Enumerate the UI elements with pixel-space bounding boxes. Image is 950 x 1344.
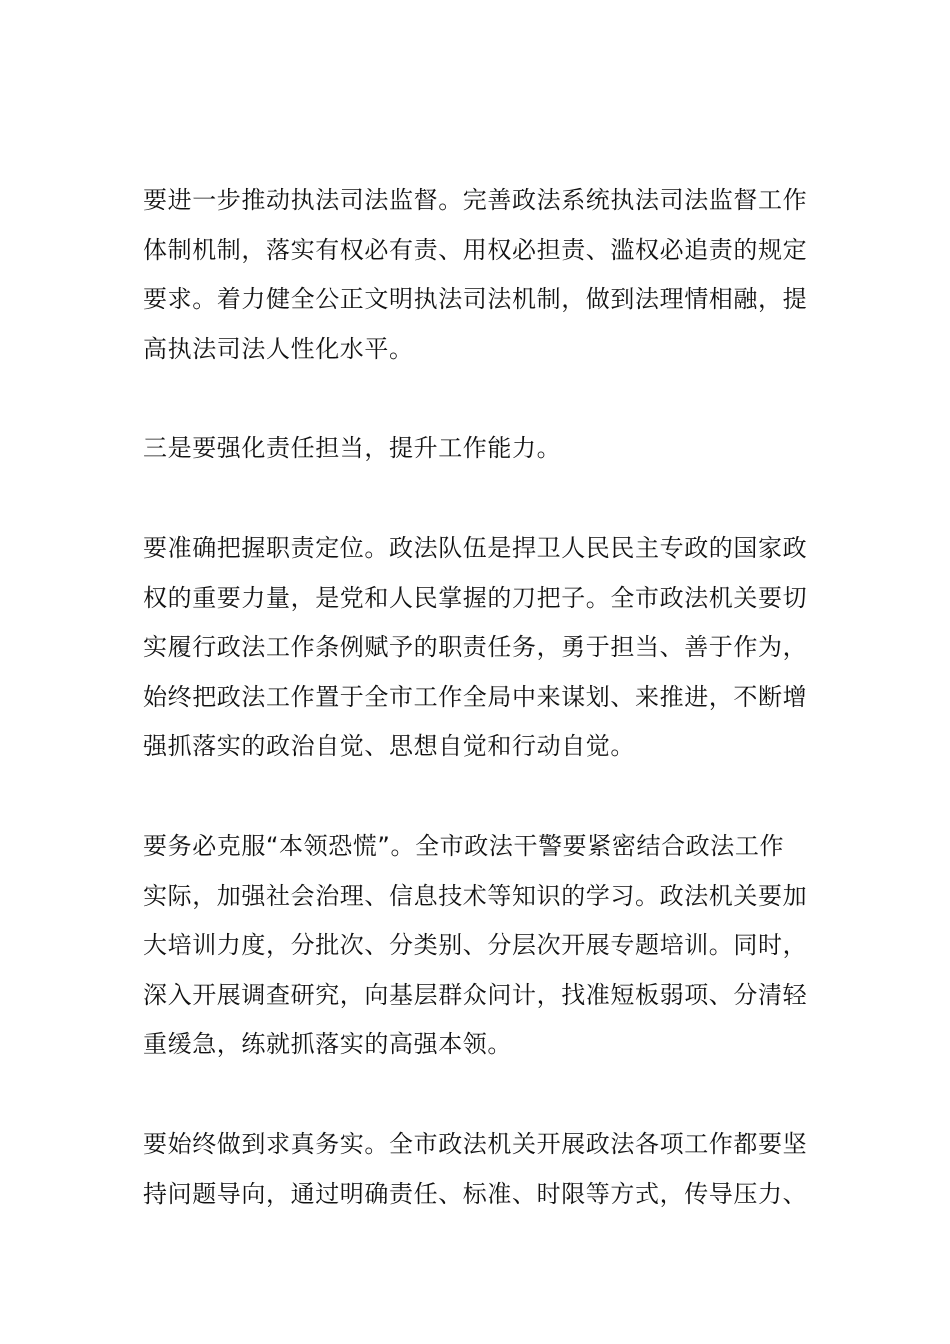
text-line: 要务必克服“本领恐慌”。全市政法干警要紧密结合政法工作 [143,831,785,860]
text-line: 要求。着力健全公正文明执法司法机制，做到法理情相融，提 [143,285,808,314]
paragraph-skill-panic [143,822,808,1070]
text-line: 要始终做到求真务实。全市政法机关开展政法各项工作都要坚 [143,1129,808,1158]
text-line: 持问题导向，通过明确责任、标准、时限等方式，传导压力、 [143,1179,808,1208]
section-heading: 三是要强化责任担当，提升工作能力。 [143,434,562,463]
text-line: 体制机制，落实有权必有责、用权必担责、滥权必追责的规定 [143,235,808,264]
text-line: 高执法司法人性化水平。 [143,334,414,363]
text-line: 强抓落实的政治自觉、思想自觉和行动自觉。 [143,732,635,761]
text-line: 实际，加强社会治理、信息技术等知识的学习。政法机关要加 [143,881,808,910]
paragraph-pragmatism [143,1120,808,1219]
text-line: 重缓急，练就抓落实的高强本领。 [143,1030,512,1059]
text-line: 大培训力度，分批次、分类别、分层次开展专题培训。同时， [143,931,808,960]
text-line: 深入开展调查研究，向基层群众问计，找准短板弱项、分清轻 [143,980,808,1009]
paragraph-section-heading [143,424,808,474]
paragraph-duty-positioning [143,524,808,772]
document-body [143,176,808,1269]
text-line: 要准确把握职责定位。政法队伍是捍卫人民民主专政的国家政 [143,533,808,562]
text-line: 实履行政法工作条例赋予的职责任务，勇于担当、善于作为， [143,633,808,662]
text-line: 要进一步推动执法司法监督。完善政法系统执法司法监督工作 [143,186,808,214]
text-line: 权的重要力量，是党和人民掌握的刀把子。全市政法机关要切 [143,583,808,612]
paragraph-supervision [143,176,808,374]
text-line: 始终把政法工作置于全市工作全局中来谋划、来推进，不断增 [143,682,808,711]
